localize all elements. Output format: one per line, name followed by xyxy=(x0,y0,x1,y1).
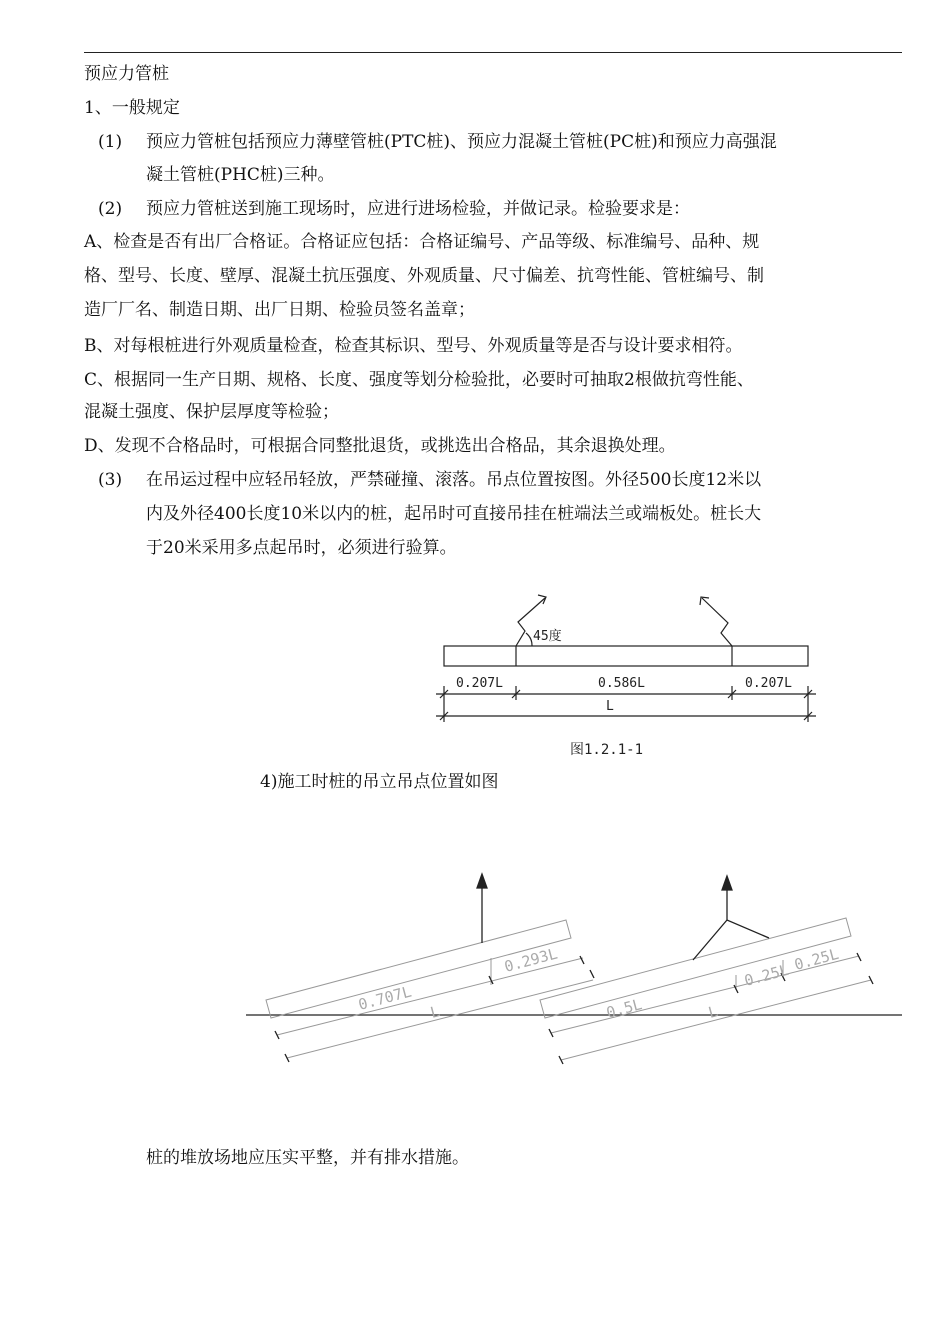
storage-note: 桩的堆放场地应压实平整，并有排水措施。 xyxy=(146,1148,469,1168)
item-3-line-2: 内及外径400长度10米以内的桩，起吊时可直接吊挂在桩端法兰或端板处。桩长大 xyxy=(146,504,762,524)
item-1-line-2: 凝土管桩(PHC桩)三种。 xyxy=(146,165,335,185)
dim-right-label: 0.207L xyxy=(745,676,792,691)
check-a-line-3: 造厂厂名、制造日期、出厂日期、检验员签名盖章； xyxy=(84,300,475,320)
left-lift-arrow-icon xyxy=(477,874,487,888)
right-total-label: L xyxy=(706,1002,720,1022)
check-c-line-1: C、根据同一生产日期、规格、长度、强度等划分检验批，必要时可抽取2根做抗弯性能、 xyxy=(84,370,754,390)
right-lift-sling xyxy=(693,920,769,960)
item-2-line-1: 预应力管桩送到施工现场时，应进行进场检验，并做记录。检验要求是： xyxy=(146,199,690,219)
check-c-line-2: 混凝土强度、保护层厚度等检验； xyxy=(84,402,339,422)
left-dim-a-label: 0.707L xyxy=(356,982,414,1014)
tick-mark xyxy=(590,970,594,978)
dim-total-label: L xyxy=(606,699,614,714)
right-lift-arrow-icon xyxy=(722,876,732,890)
section-heading: 1、一般规定 xyxy=(84,98,180,118)
item-4-text: 4)施工时桩的吊立吊点位置如图 xyxy=(260,772,499,792)
item-3-line-1: 在吊运过程中应轻吊轻放，严禁碰撞、滚落。吊点位置按图。外径500长度12米以 xyxy=(146,470,762,490)
check-d: D、发现不合格品时，可根据合同整批退货，或挑选出合格品，其余退换处理。 xyxy=(84,436,676,456)
right-dim-b-label: 0.25L xyxy=(742,960,791,990)
left-dim-line-inner xyxy=(277,958,583,1035)
check-b: B、对每根桩进行外观质量检查，检查其标识、型号、外观质量等是否与设计要求相符。 xyxy=(84,336,743,356)
left-total-label: L xyxy=(428,1002,442,1022)
tick-mark xyxy=(580,956,584,964)
check-a-line-1: A、检查是否有出厂合格证。合格证应包括：合格证编号、产品等级、标准编号、品种、规 xyxy=(84,232,760,252)
item-1-label: (1) xyxy=(98,132,123,152)
angle-label: 45度 xyxy=(533,629,562,644)
check-a-line-2: 格、型号、长度、壁厚、混凝土抗压强度、外观质量、尺寸偏差、抗弯性能、管桩编号、制 xyxy=(84,266,764,286)
right-dim-a-label: 0.5L xyxy=(604,995,644,1022)
left-dim-b-label: 0.293L xyxy=(502,944,560,976)
dim-left-label: 0.207L xyxy=(456,676,503,691)
item-3-label: (3) xyxy=(98,470,123,490)
doc-heading: 预应力管桩 xyxy=(84,64,169,84)
tick-mark xyxy=(857,953,861,961)
figure-1-caption: 图1.2.1-1 xyxy=(570,742,644,758)
dim-mid-label: 0.586L xyxy=(598,676,645,691)
right-dim-c-label: 0.25L xyxy=(792,944,841,974)
item-2-label: (2) xyxy=(98,199,123,219)
item-1-line-1: 预应力管桩包括预应力薄壁管桩(PTC桩)、预应力混凝土管桩(PC桩)和预应力高强混 xyxy=(146,132,777,152)
item-3-line-3: 于20米采用多点起吊时，必须进行验算。 xyxy=(146,538,457,558)
